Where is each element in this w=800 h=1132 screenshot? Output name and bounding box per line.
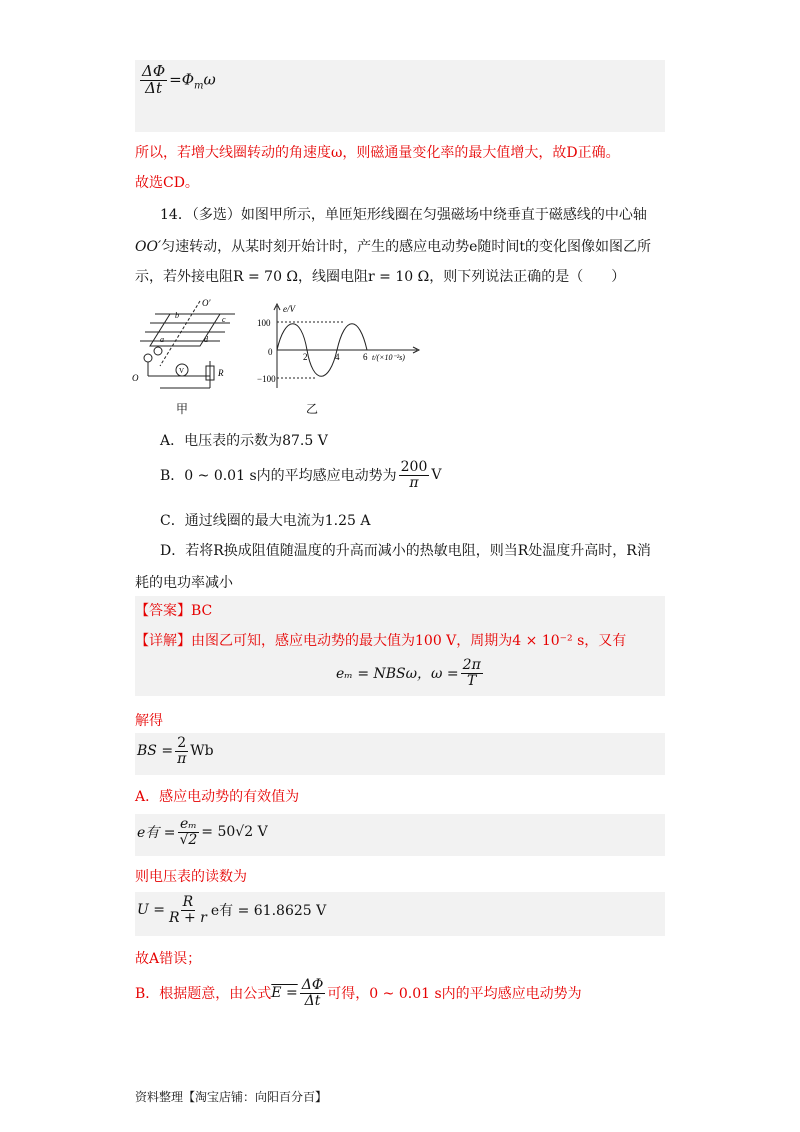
- a-wrong: 故A错误；: [135, 951, 202, 967]
- bs-block: [135, 733, 665, 775]
- caption-left: 甲: [176, 402, 189, 416]
- option-d: D．若将R换成阻值随温度的升高而减小的热敏电阻，则当R处温度升高时，R消: [160, 543, 651, 559]
- option-d-cont: 耗的电功率减小: [135, 575, 233, 591]
- svg-text:b: b: [175, 311, 179, 320]
- svg-text:V: V: [179, 367, 185, 375]
- solve-label: 解得: [135, 713, 163, 729]
- svg-text:d: d: [204, 335, 208, 344]
- effective-emf-label: A．感应电动势的有效值为: [135, 789, 300, 805]
- bs-formula: BS = $\frac{2}{\pi}$ Wb: [137, 735, 214, 767]
- y-axis-label: e/V: [283, 304, 295, 314]
- tick-6: 6: [363, 352, 368, 362]
- option-c: C．通过线圈的最大电流为1.25 A: [160, 513, 371, 529]
- y-min-label: −100: [257, 374, 276, 384]
- detail-line: 【详解】由图乙可知，感应电动势的最大值为100 V，周期为4 × 10⁻² s，又有: [135, 633, 627, 649]
- voltmeter-label: 则电压表的读数为: [135, 869, 247, 885]
- x-axis-label: t/(×10⁻²s): [372, 353, 405, 362]
- coil-diagram: [130, 296, 240, 396]
- u-formula: U = $\frac{R}{R + r}$ e有 = 61.8625 V: [137, 894, 327, 926]
- svg-text:c: c: [222, 315, 226, 324]
- origin-label: 0: [268, 347, 273, 357]
- eeff-formula: e有 = $\frac{\text{eₘ}}{√2}$ = 50√2 V: [137, 816, 268, 848]
- caption-right: 乙: [306, 402, 319, 416]
- svg-text:O: O: [132, 373, 139, 383]
- tick-2: 2: [303, 352, 308, 362]
- emf-omega-formula: eₘ = NBSω，ω = $\frac{2\pi}{T}$: [336, 657, 481, 689]
- label-o-prime: O′: [202, 298, 211, 308]
- emf-graph: [255, 300, 425, 390]
- y-max-label: 100: [257, 318, 271, 328]
- svg-text:R: R: [218, 368, 224, 378]
- prev-conclusion: 所以，若增大线圈转动的角速度ω，则磁通量变化率的最大值增大，故D正确。: [135, 145, 620, 161]
- question-line-3: 示，若外接电阻R = 70 Ω，线圈电阻r = 10 Ω，则下列说法正确的是（ ）: [135, 269, 626, 285]
- prev-choice: 故选CD。: [135, 175, 199, 191]
- tick-4: 4: [335, 352, 340, 362]
- b-explanation: B．根据题意，由公式 E = $\frac{\Delta\Phi}{\Delta t}$ 可得，0 ~ 0.01 s内的平均感应电动势为: [135, 977, 582, 1009]
- question-line-1: 14．（多选）如图甲所示，单匝矩形线圈在匀强磁场中绕垂直于磁感线的中心轴: [160, 207, 647, 223]
- option-b: B．0 ~ 0.01 s内的平均感应电动势为 $\frac{200}{\pi}$ V: [160, 459, 442, 491]
- flux-rate-formula: $\frac{\Delta\Phi}{\Delta t}$ $=\Phi_m\omega$: [142, 62, 216, 97]
- svg-text:a: a: [160, 335, 164, 344]
- answer-line: 【答案】BC: [135, 603, 213, 619]
- option-a: A．电压表的示数为87.5 V: [160, 433, 328, 449]
- question-line-2: OO′匀速转动，从某时刻开始计时，产生的感应电动势e随时间t的变化图像如图乙所: [135, 239, 652, 255]
- footer: 资料整理【淘宝店铺：向阳百分百】: [135, 1090, 328, 1104]
